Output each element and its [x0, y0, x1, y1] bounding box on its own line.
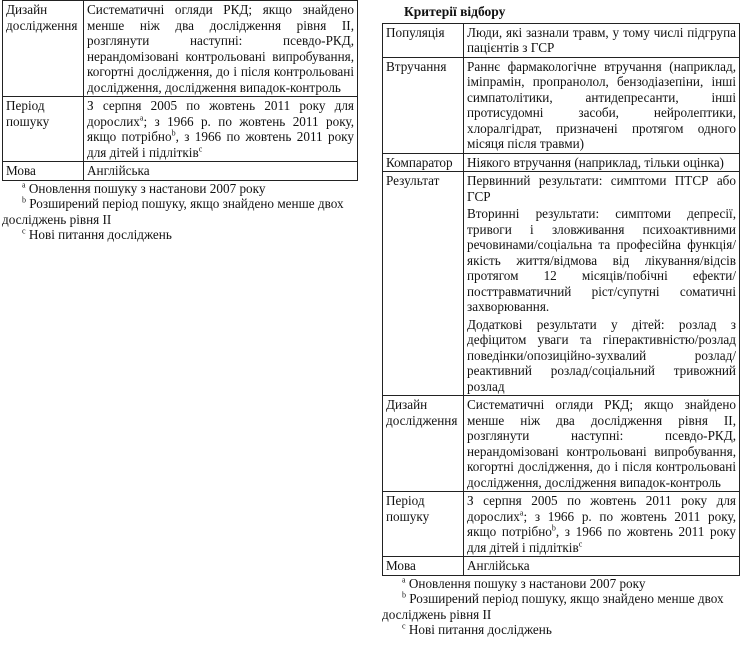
- footnote-c: $^c$ Нові питання досліджень: [22, 226, 172, 242]
- footnote-a: $^a$ Оновлення пошуку з настанови 2007 року: [22, 180, 266, 196]
- row-value-intervention: Раннє фармакологічне втручання (наприклад, іміпрамін, пропранолол, бензодіазепіни, інші симпатолітики, антидепресанти, інші протисудомні засоби, нейролептики, хлоралгідрат, призначені протягом одного місяця після травми): [464, 57, 740, 153]
- right-column: [382, 0, 740, 638]
- table-row: [383, 396, 740, 492]
- outcome-secondary: Вторинні результати: симптоми депресії, тривоги і зловживання психоактивними речовинами/соціальна та професійна функція/якість життя/відмова від лікування/відсів протягом 12 місяців/побічні ефекти/посттравматичний ріст/супутні соматичні захворювання.: [467, 206, 736, 314]
- right-criteria-table: [382, 23, 740, 576]
- table-row: [383, 23, 740, 57]
- table-row: [3, 162, 358, 181]
- footnote-a: $^a$ Оновлення пошуку з настанови 2007 року: [402, 575, 646, 591]
- row-key-design: Дизайн дослідження: [383, 396, 464, 492]
- row-value-language: Англійська: [464, 557, 740, 576]
- footnote-c: $^c$ Нові питання досліджень: [402, 621, 552, 637]
- table-row: [3, 97, 358, 162]
- row-key-outcome: Результат: [383, 172, 464, 396]
- outcome-children: Додаткові результати у дітей: розлад з дефіцитом уваги та гіперактивністю/розлад поведінки/опозиційно-зухвалий розлад/реактивний розлад/соціальний тривожний розлад: [467, 316, 736, 394]
- outcome-primary: Первинний результати: симптоми ПТСР або ГСР: [467, 173, 736, 204]
- row-value-design: Систематичні огляди РКД; якщо знайдено менше ніж два дослідження рівня ІІ, розглянути наступні: псевдо-РКД, нерандомізовані контрольовані випробування, когортні дослідження, до і після контрольовані дослідження, дослідження випадок-контроль: [84, 1, 358, 97]
- table-row: [3, 1, 358, 97]
- row-key-language: Мова: [3, 162, 84, 181]
- left-criteria-table: [2, 0, 358, 181]
- row-key-population: Популяція: [383, 23, 464, 57]
- row-key-period: Період пошуку: [3, 97, 84, 162]
- row-value-language: Англійська: [84, 162, 358, 181]
- row-value-period: З серпня 2005 по жовтень 2011 року для дорослих$^a$; з 1966 р. по жовтень 2011 року, якщо потрібно$^b$, з 1966 по жовтень 2011 року для дітей і підлітків$^c$: [84, 97, 358, 162]
- row-key-design: Дизайн дослідження: [3, 1, 84, 97]
- footnote-b: $^b$ Розширений період пошуку, якщо знайдено менше двох досліджень рівня ІІ: [2, 195, 344, 227]
- row-key-comparator: Компаратор: [383, 153, 464, 172]
- table-title: Критерії відбору: [404, 4, 506, 19]
- row-key-language: Мова: [383, 557, 464, 576]
- footnote-b: $^b$ Розширений період пошуку, якщо знайдено менше двох досліджень рівня ІІ: [382, 590, 724, 622]
- row-value-population: Люди, які зазнали травм, у тому числі підгрупа пацієнтів з ГСР: [464, 23, 740, 57]
- row-key-intervention: Втручання: [383, 57, 464, 153]
- left-column: [2, 0, 358, 243]
- table-row: [383, 153, 740, 172]
- table-row: [383, 172, 740, 396]
- row-value-design: Систематичні огляди РКД; якщо знайдено менше ніж два дослідження рівня ІІ, розглянути наступні: псевдо-РКД, нерандомізовані контрольовані випробування, когортні дослідження, до і після контрольовані дослідження, дослідження випадок-контроль: [464, 396, 740, 492]
- table-row: [383, 492, 740, 557]
- table-row: [383, 57, 740, 153]
- row-value-period: З серпня 2005 по жовтень 2011 року для дорослих$^a$; з 1966 р. по жовтень 2011 року, якщо потрібно$^b$, з 1966 по жовтень 2011 року для дітей і підлітків$^c$: [464, 492, 740, 557]
- row-value-outcome: [464, 172, 740, 396]
- row-value-comparator: Ніякого втручання (наприклад, тільки оцінка): [464, 153, 740, 172]
- row-key-period: Період пошуку: [383, 492, 464, 557]
- table-row: [383, 557, 740, 576]
